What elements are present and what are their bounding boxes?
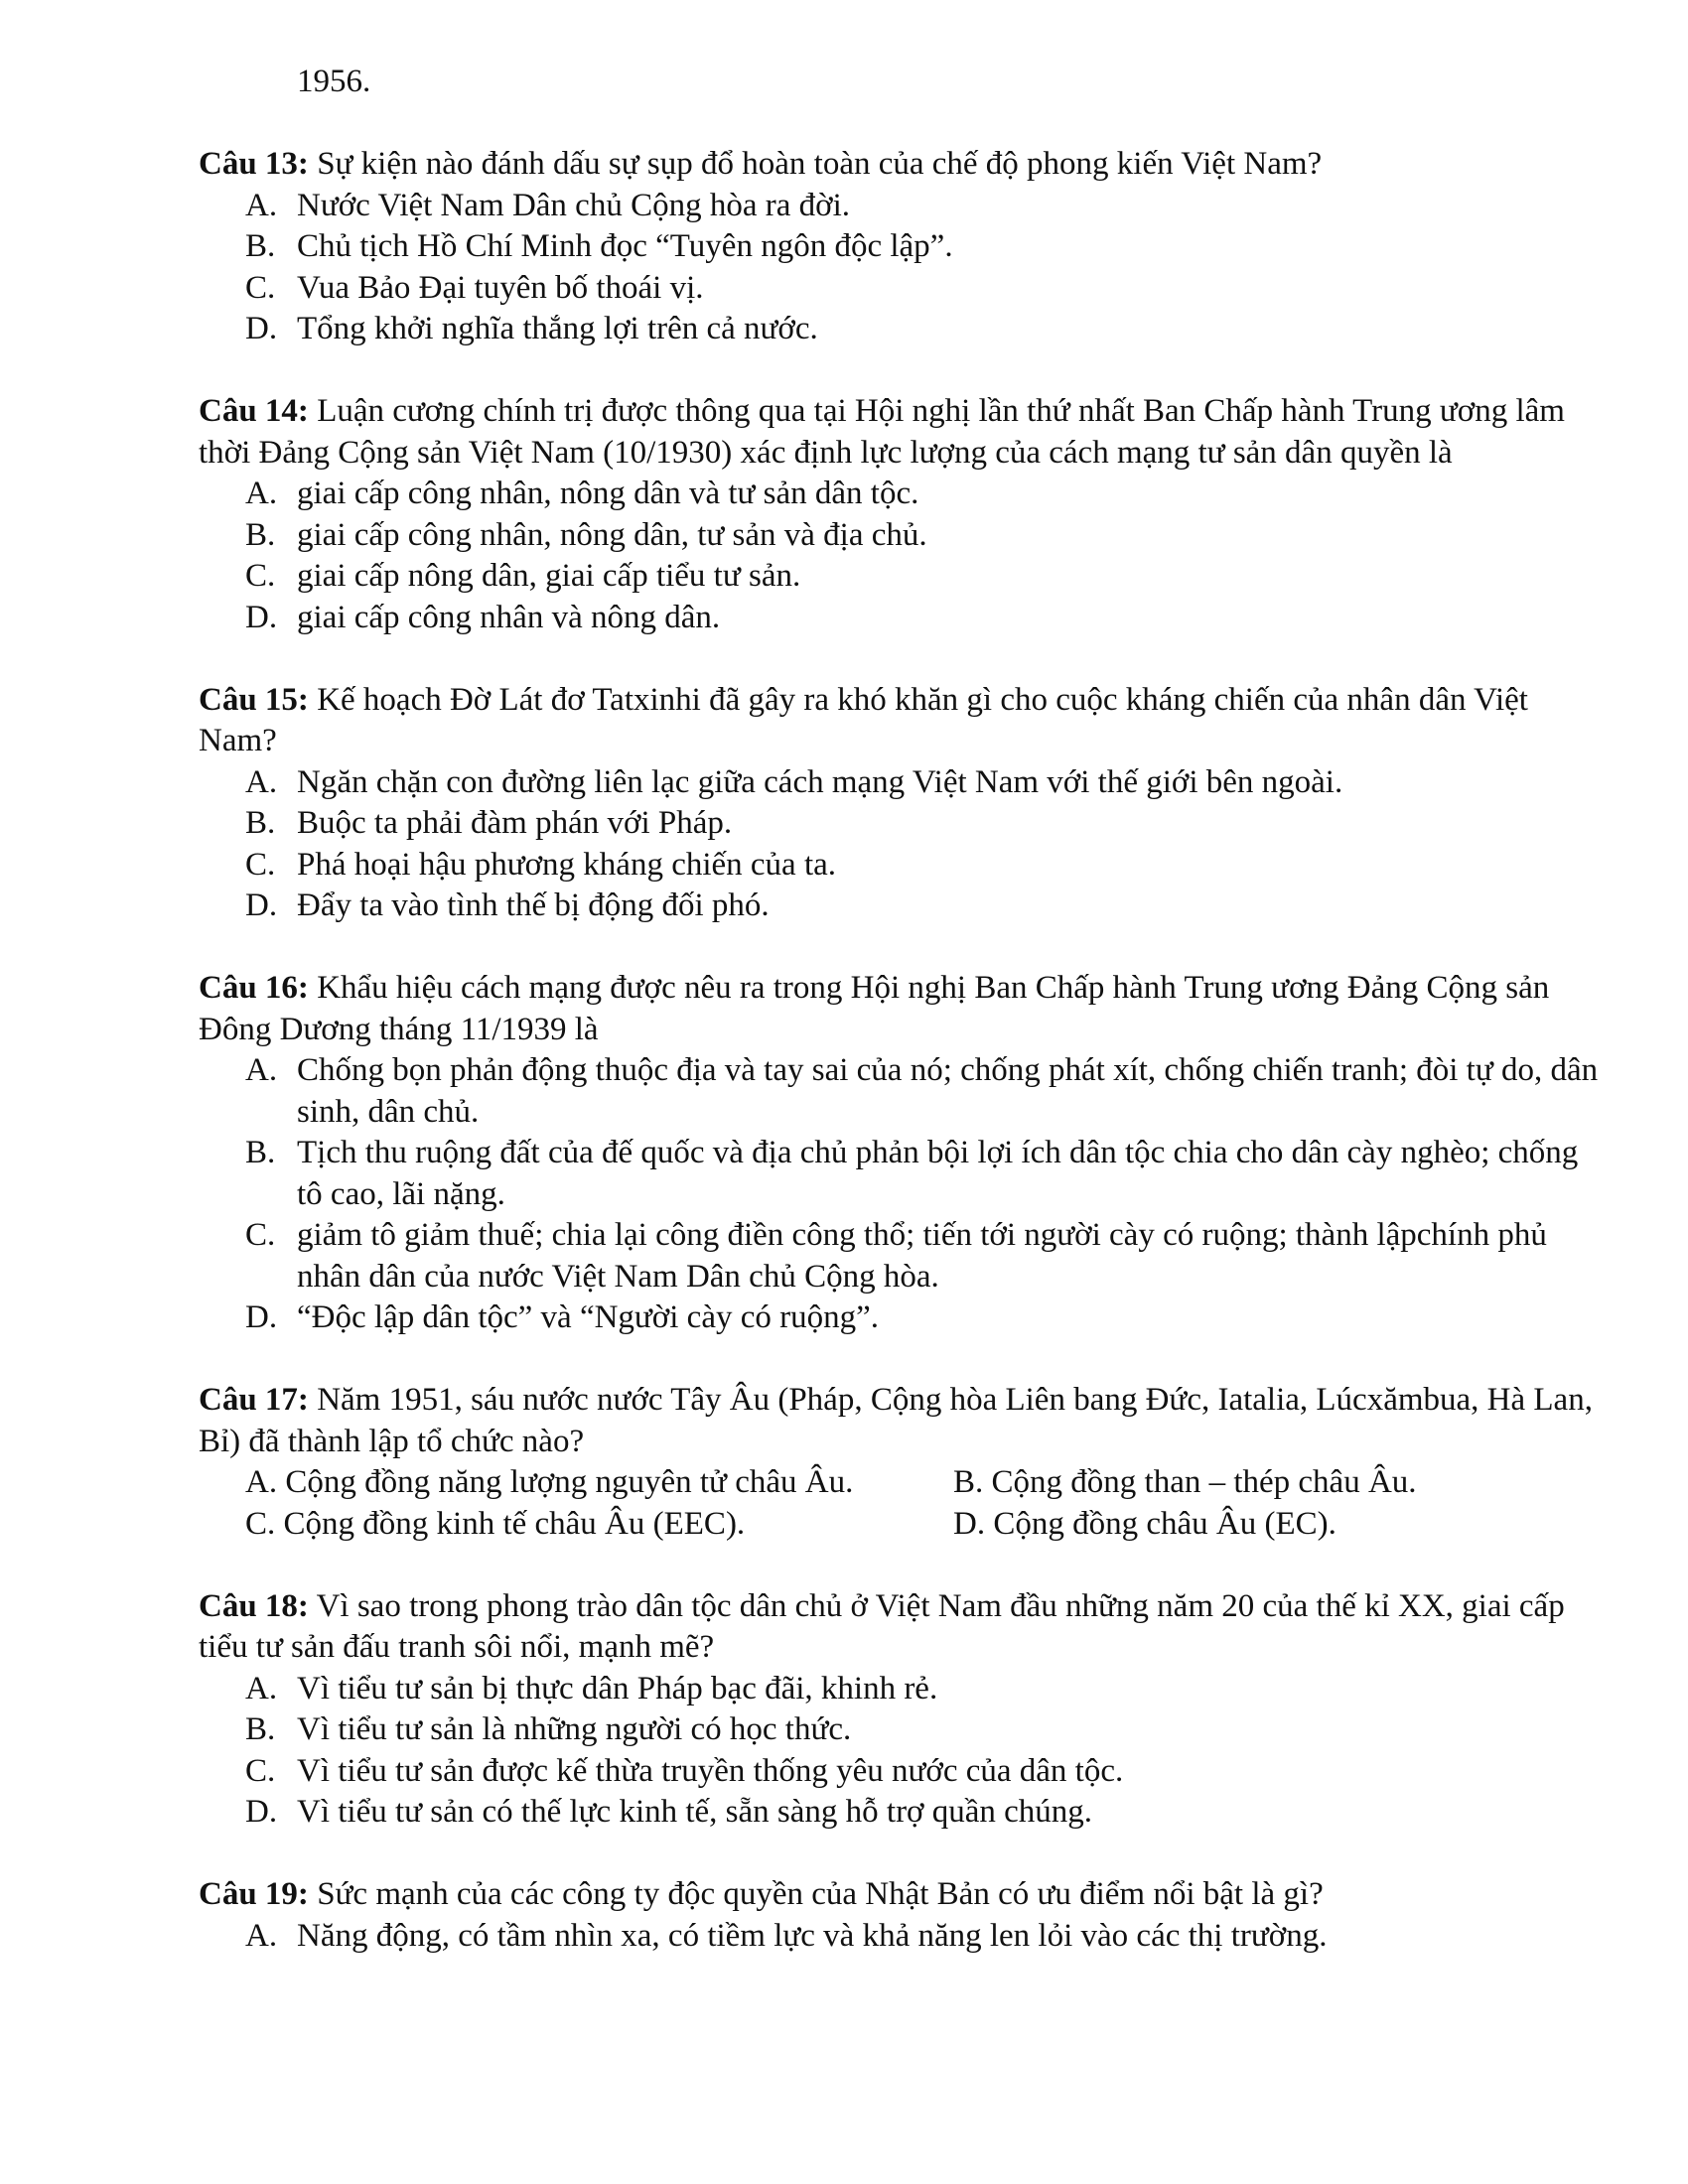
question-number: Câu 13: [199, 146, 309, 182]
option-letter: A. [245, 1052, 278, 1088]
question-19 [199, 1874, 1609, 1957]
option-text: Vì tiểu tư sản bị thực dân Pháp bạc đãi, khinh rẻ. [297, 1670, 938, 1706]
answer-option [199, 803, 1609, 845]
option-text: giai cấp công nhân, nông dân, tư sản và địa chủ. [297, 516, 927, 553]
question-number: Câu 18: [199, 1587, 309, 1624]
option-text: giai cấp công nhân, nông dân và tư sản dân tộc. [297, 476, 919, 511]
option-text: Vua Bảo Đại tuyên bố thoái vị. [297, 269, 704, 306]
option-letter: A. [245, 1917, 278, 1954]
option-letter: B. [245, 805, 276, 841]
answer-options [199, 1916, 1609, 1958]
question-stem [199, 968, 1609, 1050]
option-letter: C. [245, 1752, 276, 1789]
option-text: Tịch thu ruộng đất của đế quốc và địa chủ phản bội lợi ích dân tộc chia cho dân cày nghèo; chống tô cao, lãi nặng. [297, 1135, 1579, 1212]
answer-options [199, 1669, 1609, 1834]
answer-option [199, 1215, 1609, 1297]
exam-page [199, 62, 1609, 1957]
option-text: Phá hoại hậu phương kháng chiến của ta. [297, 846, 837, 883]
answer-option [199, 268, 1609, 310]
question-text: Luận cương chính trị được thông qua tại Hội nghị lần thứ nhất Ban Chấp hành Trung ương lâm thời Đảng Cộng sản Việt Nam (10/1930) xác định lực lượng của cách mạng tư sản dân quyền là [199, 393, 1565, 471]
option-letter: B. [245, 228, 276, 264]
option-text: Tổng khởi nghĩa thắng lợi trên cả nước. [297, 311, 818, 346]
question-stem [199, 1586, 1609, 1669]
option-letter: A. [245, 476, 278, 511]
question-text: Khẩu hiệu cách mạng được nêu ra trong Hội nghị Ban Chấp hành Trung ương Đảng Cộng sản Đông Dương tháng 11/1939 là [199, 970, 1550, 1047]
question-text: Vì sao trong phong trào dân tộc dân chủ ở Việt Nam đầu những năm 20 của thế kỉ XX, giai cấp tiểu tư sản đấu tranh sôi nổi, mạnh mẽ? [199, 1587, 1565, 1665]
answer-option [199, 886, 1609, 927]
carryover-text: 1956. [297, 64, 371, 99]
answer-option [199, 1297, 1609, 1339]
option-text: Đẩy ta vào tình thế bị động đối phó. [297, 887, 770, 923]
answer-option [199, 1669, 1609, 1710]
option-letter: C. [245, 558, 276, 594]
question-number: Câu 15: [199, 681, 309, 718]
option-text: giảm tô giảm thuế; chia lại công điền công thổ; tiến tới người cày có ruộng; thành lậpchính phủ nhân dân của nước Việt Nam Dân chủ Cộng hòa. [297, 1217, 1547, 1295]
answer-option [199, 1751, 1609, 1793]
option-text: Chủ tịch Hồ Chí Minh đọc “Tuyên ngôn độc lập”. [297, 228, 953, 264]
option-text: “Độc lập dân tộc” và “Người cày có ruộng”. [297, 1299, 880, 1335]
option-letter: C. [245, 846, 276, 883]
question-15 [199, 680, 1609, 927]
answer-option: C. Cộng đồng kinh tế châu Âu (EEC). [245, 1505, 746, 1542]
question-stem [199, 680, 1609, 762]
option-text: Vì tiểu tư sản là những người có học thức. [297, 1711, 852, 1747]
answer-option [199, 226, 1609, 268]
option-letter: A. [245, 1670, 278, 1706]
option-letter: C. [245, 1217, 276, 1253]
question-number: Câu 14: [199, 393, 309, 429]
question-stem [199, 1380, 1609, 1462]
answer-option [199, 474, 1609, 515]
option-letter: C. [245, 269, 276, 306]
question-stem [199, 1874, 1609, 1916]
option-letter: D. [245, 1299, 278, 1335]
question-text: Kế hoạch Đờ Lát đơ Tatxinhi đã gây ra khó khăn gì cho cuộc kháng chiến của nhân dân Việt Nam? [199, 681, 1528, 758]
answer-option: B. Cộng đồng than – thép châu Âu. [953, 1464, 1417, 1500]
option-letter: A. [245, 763, 278, 800]
question-text: Năm 1951, sáu nước nước Tây Âu (Pháp, Cộng hòa Liên bang Đức, Iatalia, Lúcxămbua, Hà Lan, Bỉ) đã thành lập tổ chức nào? [199, 1382, 1593, 1459]
answer-options [199, 762, 1609, 927]
option-text: Nước Việt Nam Dân chủ Cộng hòa ra đời. [297, 187, 850, 223]
answer-option [199, 1709, 1609, 1751]
question-text: Sự kiện nào đánh dấu sự sụp đổ hoàn toàn của chế độ phong kiến Việt Nam? [317, 146, 1323, 182]
question-number: Câu 17: [199, 1382, 309, 1418]
answer-option [199, 598, 1609, 639]
answer-option [199, 1133, 1609, 1215]
answer-option [199, 1916, 1609, 1958]
answer-options [199, 1050, 1609, 1339]
question-number: Câu 16: [199, 970, 309, 1006]
answer-option [199, 309, 1609, 350]
question-stem [199, 391, 1609, 474]
question-text: Sức mạnh của các công ty độc quyền của Nhật Bản có ưu điểm nổi bật là gì? [317, 1876, 1324, 1912]
answer-options-grid [199, 1462, 1609, 1545]
question-stem [199, 144, 1609, 186]
answer-option [199, 515, 1609, 557]
answer-option: A. Cộng đồng năng lượng nguyên tử châu Âu. [245, 1464, 854, 1500]
option-letter: D. [245, 1794, 278, 1830]
answer-option [199, 845, 1609, 887]
option-letter: B. [245, 516, 276, 553]
option-letter: D. [245, 311, 278, 346]
answer-option [199, 762, 1609, 804]
option-text: giai cấp nông dân, giai cấp tiểu tư sản. [297, 558, 801, 594]
option-text: Vì tiểu tư sản có thế lực kinh tế, sẵn sàng hỗ trợ quần chúng. [297, 1794, 1093, 1830]
answer-option [199, 1792, 1609, 1834]
option-text: Vì tiểu tư sản được kế thừa truyền thống yêu nước của dân tộc. [297, 1752, 1124, 1789]
option-letter: B. [245, 1711, 276, 1747]
question-16 [199, 968, 1609, 1339]
option-letter: D. [245, 887, 278, 923]
option-letter: A. [245, 187, 278, 223]
question-13 [199, 144, 1609, 350]
question-14 [199, 391, 1609, 638]
question-number: Câu 19: [199, 1876, 309, 1912]
answer-options [199, 474, 1609, 638]
option-text: Ngăn chặn con đường liên lạc giữa cách mạng Việt Nam với thế giới bên ngoài. [297, 763, 1343, 800]
answer-options [199, 186, 1609, 350]
option-text: Chống bọn phản động thuộc địa và tay sai của nó; chống phát xít, chống chiến tranh; đòi tự do, dân sinh, dân chủ. [297, 1052, 1599, 1130]
question-17 [199, 1380, 1609, 1545]
question-18 [199, 1586, 1609, 1834]
answer-option: D. Cộng đồng châu Âu (EC). [953, 1505, 1336, 1542]
answer-option [199, 556, 1609, 598]
answer-option [199, 186, 1609, 227]
option-text: Buộc ta phải đàm phán với Pháp. [297, 805, 733, 841]
answer-option [199, 1050, 1609, 1133]
option-text: giai cấp công nhân và nông dân. [297, 599, 721, 635]
option-letter: B. [245, 1135, 276, 1170]
option-text: Năng động, có tầm nhìn xa, có tiềm lực và khả năng len lỏi vào các thị trường. [297, 1917, 1328, 1954]
option-letter: D. [245, 599, 278, 635]
